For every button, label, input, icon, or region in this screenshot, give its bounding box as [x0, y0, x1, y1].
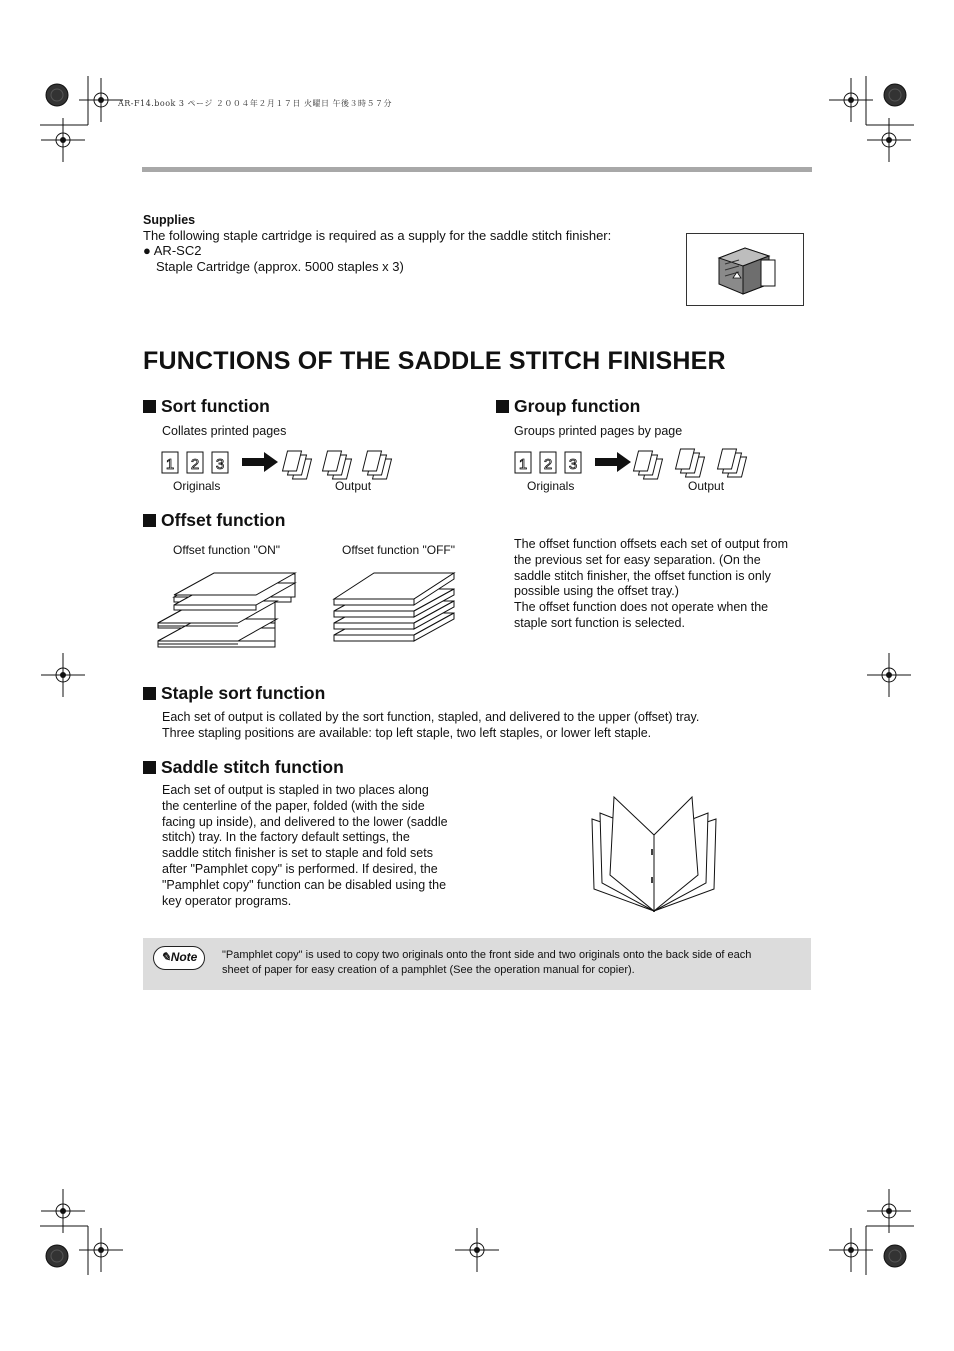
sort-originals-label: Originals	[173, 479, 221, 493]
sorted-sets-icon	[281, 451, 394, 479]
square-bullet-icon	[143, 687, 156, 700]
saddle-stitch-line: saddle stitch finisher is set to staple and fold sets	[162, 846, 433, 861]
page-number: 3	[215, 456, 225, 473]
offset-desc-line: possible using the offset tray.)	[514, 584, 679, 599]
staple-cartridge-image	[686, 233, 804, 306]
arrow-right-icon	[595, 452, 631, 472]
grouped-sets-icon	[632, 449, 749, 479]
sort-function-heading	[143, 396, 270, 417]
page-title: FUNCTIONS OF THE SADDLE STITCH FINISHER	[143, 347, 726, 375]
offset-function-heading	[143, 510, 285, 531]
sort-description: Collates printed pages	[162, 424, 287, 438]
supplies-intro: The following staple cartridge is required as a supply for the saddle stitch finisher:	[143, 228, 612, 243]
group-heading-text: Group function	[514, 396, 641, 416]
page-number: 2	[543, 456, 553, 473]
group-description: Groups printed pages by page	[514, 424, 683, 438]
sort-diagram	[160, 445, 420, 481]
staple-cartridge-icon	[687, 234, 803, 305]
original-page-icons	[162, 452, 228, 473]
group-diagram	[513, 445, 773, 481]
staple-sort-description	[162, 710, 699, 742]
saddle-stitch-heading-text: Saddle stitch function	[161, 757, 344, 777]
saddle-stitch-description	[162, 783, 448, 909]
pencil-icon: ✎	[160, 950, 171, 964]
page-number: 2	[190, 456, 200, 473]
supplies-item	[143, 243, 201, 259]
page-number: 3	[568, 456, 578, 473]
staple-sort-heading-text: Staple sort function	[161, 683, 326, 703]
group-originals-label: Originals	[527, 479, 575, 493]
saddle-stitch-heading	[143, 757, 344, 778]
offset-desc-line: staple sort function is selected.	[514, 615, 685, 630]
saddle-stitch-line: key operator programs.	[162, 893, 292, 908]
square-bullet-icon	[143, 514, 156, 527]
offset-heading-text: Offset function	[161, 510, 286, 530]
staple-sort-heading	[143, 683, 325, 704]
square-bullet-icon	[496, 400, 509, 413]
note-line: "Pamphlet copy" is used to copy two originals onto the front side and two originals onto the back side of each	[222, 949, 752, 961]
arrow-right-icon	[242, 452, 278, 472]
item-description: Staple Cartridge (approx. 5000 staples x 3)	[156, 259, 404, 274]
offset-description	[514, 537, 814, 632]
offset-desc-line: saddle stitch finisher, the offset function is only	[514, 568, 771, 583]
page-number: 1	[518, 456, 528, 473]
saddle-stitch-line: "Pamphlet copy" function can be disabled using the	[162, 877, 447, 892]
sort-output-label: Output	[335, 479, 372, 493]
saddle-stitch-line: the centerline of the paper, folded (with the side	[162, 798, 425, 813]
saddle-stitch-line: facing up inside), and delivered to the lower (saddle	[162, 814, 448, 829]
bullet-icon: ●	[143, 243, 151, 258]
offset-on-stack-illustration	[150, 565, 310, 660]
square-bullet-icon	[143, 761, 156, 774]
note-line: sheet of paper for easy creation of a pamphlet (See the operation manual for copier).	[222, 964, 635, 976]
offset-desc-line: The offset function does not operate when the	[514, 600, 769, 615]
print-header: AR-F14.book 3 ページ ２００４年２月１７日 火曜日 午後３時５７分	[118, 99, 393, 108]
offset-off-label: Offset function "OFF"	[342, 543, 456, 557]
staple-sort-line: Each set of output is collated by the sort function, stapled, and delivered to the upper (offset) tray.	[162, 710, 700, 724]
saddle-stitch-line: stitch) tray. In the factory default settings, the	[162, 830, 410, 845]
square-bullet-icon	[143, 400, 156, 413]
offset-on-label: Offset function "ON"	[173, 543, 281, 557]
group-output-label: Output	[688, 479, 725, 493]
note-text	[222, 948, 802, 978]
note-badge-label: Note	[170, 950, 198, 964]
staple-sort-line: Three stapling positions are available: top left staple, two left staples, or lower left staple.	[162, 725, 652, 740]
pamphlet-booklet-illustration	[588, 793, 720, 915]
offset-off-stack-illustration	[328, 565, 468, 650]
offset-desc-line: The offset function offsets each set of output from	[514, 537, 789, 551]
group-function-heading	[496, 396, 640, 417]
header-rule	[142, 167, 812, 172]
sort-heading-text: Sort function	[161, 396, 270, 416]
note-badge	[153, 946, 205, 970]
supplies-title: Supplies	[143, 213, 196, 227]
offset-desc-line: the previous set for easy separation. (On the	[514, 552, 761, 567]
saddle-stitch-line: after "Pamphlet copy" is performed. If desired, the	[162, 861, 438, 876]
saddle-stitch-line: Each set of output is stapled in two places along	[162, 783, 429, 797]
original-page-icons	[515, 452, 581, 473]
item-model: AR-SC2	[153, 243, 202, 258]
page-number: 1	[165, 456, 175, 473]
